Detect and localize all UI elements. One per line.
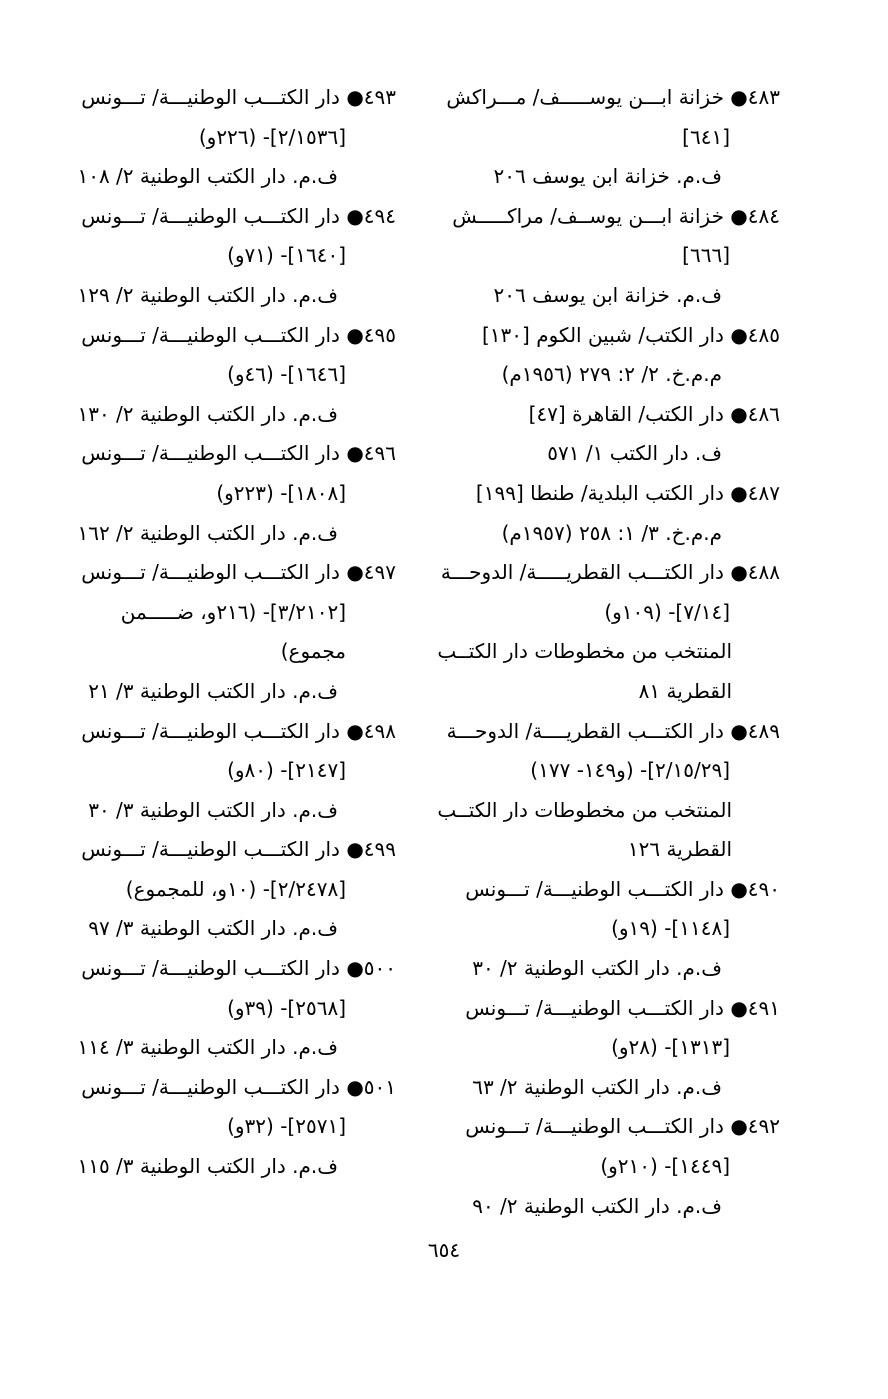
catalog-entry	[50, 830, 396, 949]
entry-reference: م.م.خ. ٢/ ٢: ٢٧٩ (١٩٥٦م)	[501, 362, 722, 387]
catalog-entry	[432, 712, 780, 870]
entry-heading: ٤٨٥● دار الكتب/ شبين الكوم [١٣٠]	[481, 322, 780, 347]
entry-heading: ٥٠١● دار الكتـــب الوطنيـــة/ تـــونس	[81, 1074, 396, 1099]
entry-reference: ف.م. دار الكتب الوطنية ٣/ ٣٠	[88, 797, 338, 822]
entry-heading: ٤٨٧● دار الكتب البلدية/ طنطا [١٩٩]	[475, 480, 780, 505]
entry-shelfmark: [١١٤٨]- (١٩و)	[611, 916, 730, 941]
entry-reference: ف.م. دار الكتب الوطنية ٣/ ٩٧	[88, 916, 338, 941]
entry-shelfmark: [٣/٢١٠٢]- (٢١٦و، ضـــــمن مجموع)	[120, 599, 346, 664]
entry-shelfmark: [٢/١٥٣٦]- (٢٢٦و)	[198, 124, 346, 149]
catalog-entry	[50, 712, 396, 831]
entry-reference: ف.م. دار الكتب الوطنية ٣/ ٢١	[88, 678, 338, 703]
entry-shelfmark: [١٨٠٨]- (٢٢٣و)	[216, 480, 346, 505]
page-number: ٦٥٤	[427, 1238, 461, 1262]
catalog-entry	[432, 316, 780, 395]
entry-reference: م.م.خ. ٣/ ١: ٢٥٨ (١٩٥٧م)	[501, 520, 722, 545]
entry-heading: ٤٩١● دار الكتـــب الوطنيـــة/ تـــونس	[465, 995, 780, 1020]
catalog-entry	[50, 949, 396, 1068]
entry-shelfmark: [١٣١٣]- (٢٨و)	[611, 1035, 730, 1060]
entry-heading: ٤٩٩● دار الكتـــب الوطنيـــة/ تـــونس	[81, 837, 396, 862]
entry-reference: ف.م. دار الكتب الوطنية ٢/ ١٢٩	[77, 282, 338, 307]
entry-shelfmark: [٢/٢٤٧٨]- (١٠و، للمجموع)	[125, 876, 346, 901]
entry-shelfmark: [٢٥٧١]- (٣٢و)	[227, 1114, 346, 1139]
right-column	[432, 78, 780, 1226]
entry-shelfmark: [١٦٤٦]- (٤٦و)	[227, 362, 346, 387]
catalog-entry	[432, 395, 780, 474]
catalog-entry	[432, 197, 780, 316]
entry-heading: ٤٨٨● دار الكتـــب القطريـــــة/ الدوحـــة	[440, 560, 780, 585]
entry-shelfmark: [١٤٤٩]- (٢١٠و)	[600, 1154, 730, 1179]
catalog-entry	[432, 474, 780, 553]
entry-reference: ف.م. دار الكتب الوطنية ٢/ ١٦٢	[77, 520, 338, 545]
entry-reference: ف.م. دار الكتب الوطنية ٢/ ٣٠	[472, 956, 722, 981]
entry-heading: ٤٨٤● خزانة ابـــن يوســف/ مراكـــــش	[452, 203, 780, 228]
entry-shelfmark: [١٦٤٠]- (٧١و)	[227, 243, 346, 268]
entry-reference: ف.م. دار الكتب الوطنية ٣/ ١١٥	[77, 1154, 338, 1179]
entry-heading: ٤٨٦● دار الكتب/ القاهرة [٤٧]	[528, 401, 780, 426]
catalog-entry	[432, 870, 780, 989]
entry-reference: المنتخب من مخطوطات دار الكتــب القطرية ٨١	[437, 639, 732, 703]
catalog-entry	[432, 553, 780, 711]
catalog-entry	[50, 197, 396, 316]
entry-reference: ف.م. دار الكتب الوطنية ٢/ ١٣٠	[77, 401, 338, 426]
entry-heading: ٤٩٤● دار الكتـــب الوطنيـــة/ تـــونس	[81, 203, 396, 228]
entry-reference: ف.م. دار الكتب الوطنية ٢/ ٦٣	[472, 1074, 722, 1099]
entry-heading: ٤٨٣● خزانة ابـــن يوســـــف/ مـــراكش	[446, 85, 780, 109]
catalog-entry	[50, 553, 396, 711]
entry-shelfmark: [٢٥٦٨]- (٣٩و)	[227, 995, 346, 1020]
left-column	[50, 78, 396, 1187]
entry-heading: ٤٨٩● دار الكتـــب القطريــــة/ الدوحـــة	[446, 718, 780, 743]
entry-shelfmark: [٢١٤٧]- (٨٠و)	[227, 758, 346, 783]
catalog-entry	[50, 1068, 396, 1187]
catalog-entry	[50, 316, 396, 435]
entry-heading: ٤٩٦● دار الكتـــب الوطنيـــة/ تـــونس	[81, 441, 396, 466]
entry-reference: ف.م. خزانة ابن يوسف ٢٠٦	[493, 282, 722, 307]
entry-heading: ٤٩٠● دار الكتـــب الوطنيـــة/ تـــونس	[465, 876, 780, 901]
entry-reference: ف. دار الكتب ١/ ٥٧١	[547, 441, 722, 466]
entry-shelfmark: [٢/١٥/٢٩]- (و١٤٩- ١٧٧)	[530, 758, 730, 783]
catalog-entry	[50, 78, 396, 197]
entry-reference: المنتخب من مخطوطات دار الكتــب القطرية ١٢٦	[437, 797, 732, 862]
entry-reference: ف.م. دار الكتب الوطنية ٢/ ٩٠	[472, 1193, 722, 1218]
entry-reference: ف.م. دار الكتب الوطنية ٢/ ١٠٨	[77, 164, 338, 189]
entry-reference: ف.م. دار الكتب الوطنية ٣/ ١١٤	[77, 1035, 338, 1060]
entry-heading: ٤٩٢● دار الكتـــب الوطنيـــة/ تـــونس	[465, 1114, 780, 1139]
entry-heading: ٤٩٧● دار الكتـــب الوطنيـــة/ تـــونس	[81, 560, 396, 585]
entry-heading: ٤٩٣● دار الكتـــب الوطنيـــة/ تـــونس	[81, 85, 396, 109]
entry-reference: ف.م. خزانة ابن يوسف ٢٠٦	[493, 164, 722, 189]
entry-heading: ٤٩٥● دار الكتـــب الوطنيـــة/ تـــونس	[81, 322, 396, 347]
entry-shelfmark: [٦٦٦]	[682, 243, 730, 268]
catalog-entry	[432, 989, 780, 1108]
entry-shelfmark: [٧/١٤]- (١٠٩و)	[604, 599, 730, 624]
entry-heading: ٤٩٨● دار الكتـــب الوطنيـــة/ تـــونس	[81, 718, 396, 743]
catalog-entry	[432, 1107, 780, 1226]
entry-shelfmark: [٦٤١]	[682, 124, 730, 149]
catalog-entry	[50, 434, 396, 553]
entry-heading: ٥٠٠● دار الكتـــب الوطنيـــة/ تـــونس	[81, 956, 396, 981]
catalog-entry	[432, 78, 780, 197]
